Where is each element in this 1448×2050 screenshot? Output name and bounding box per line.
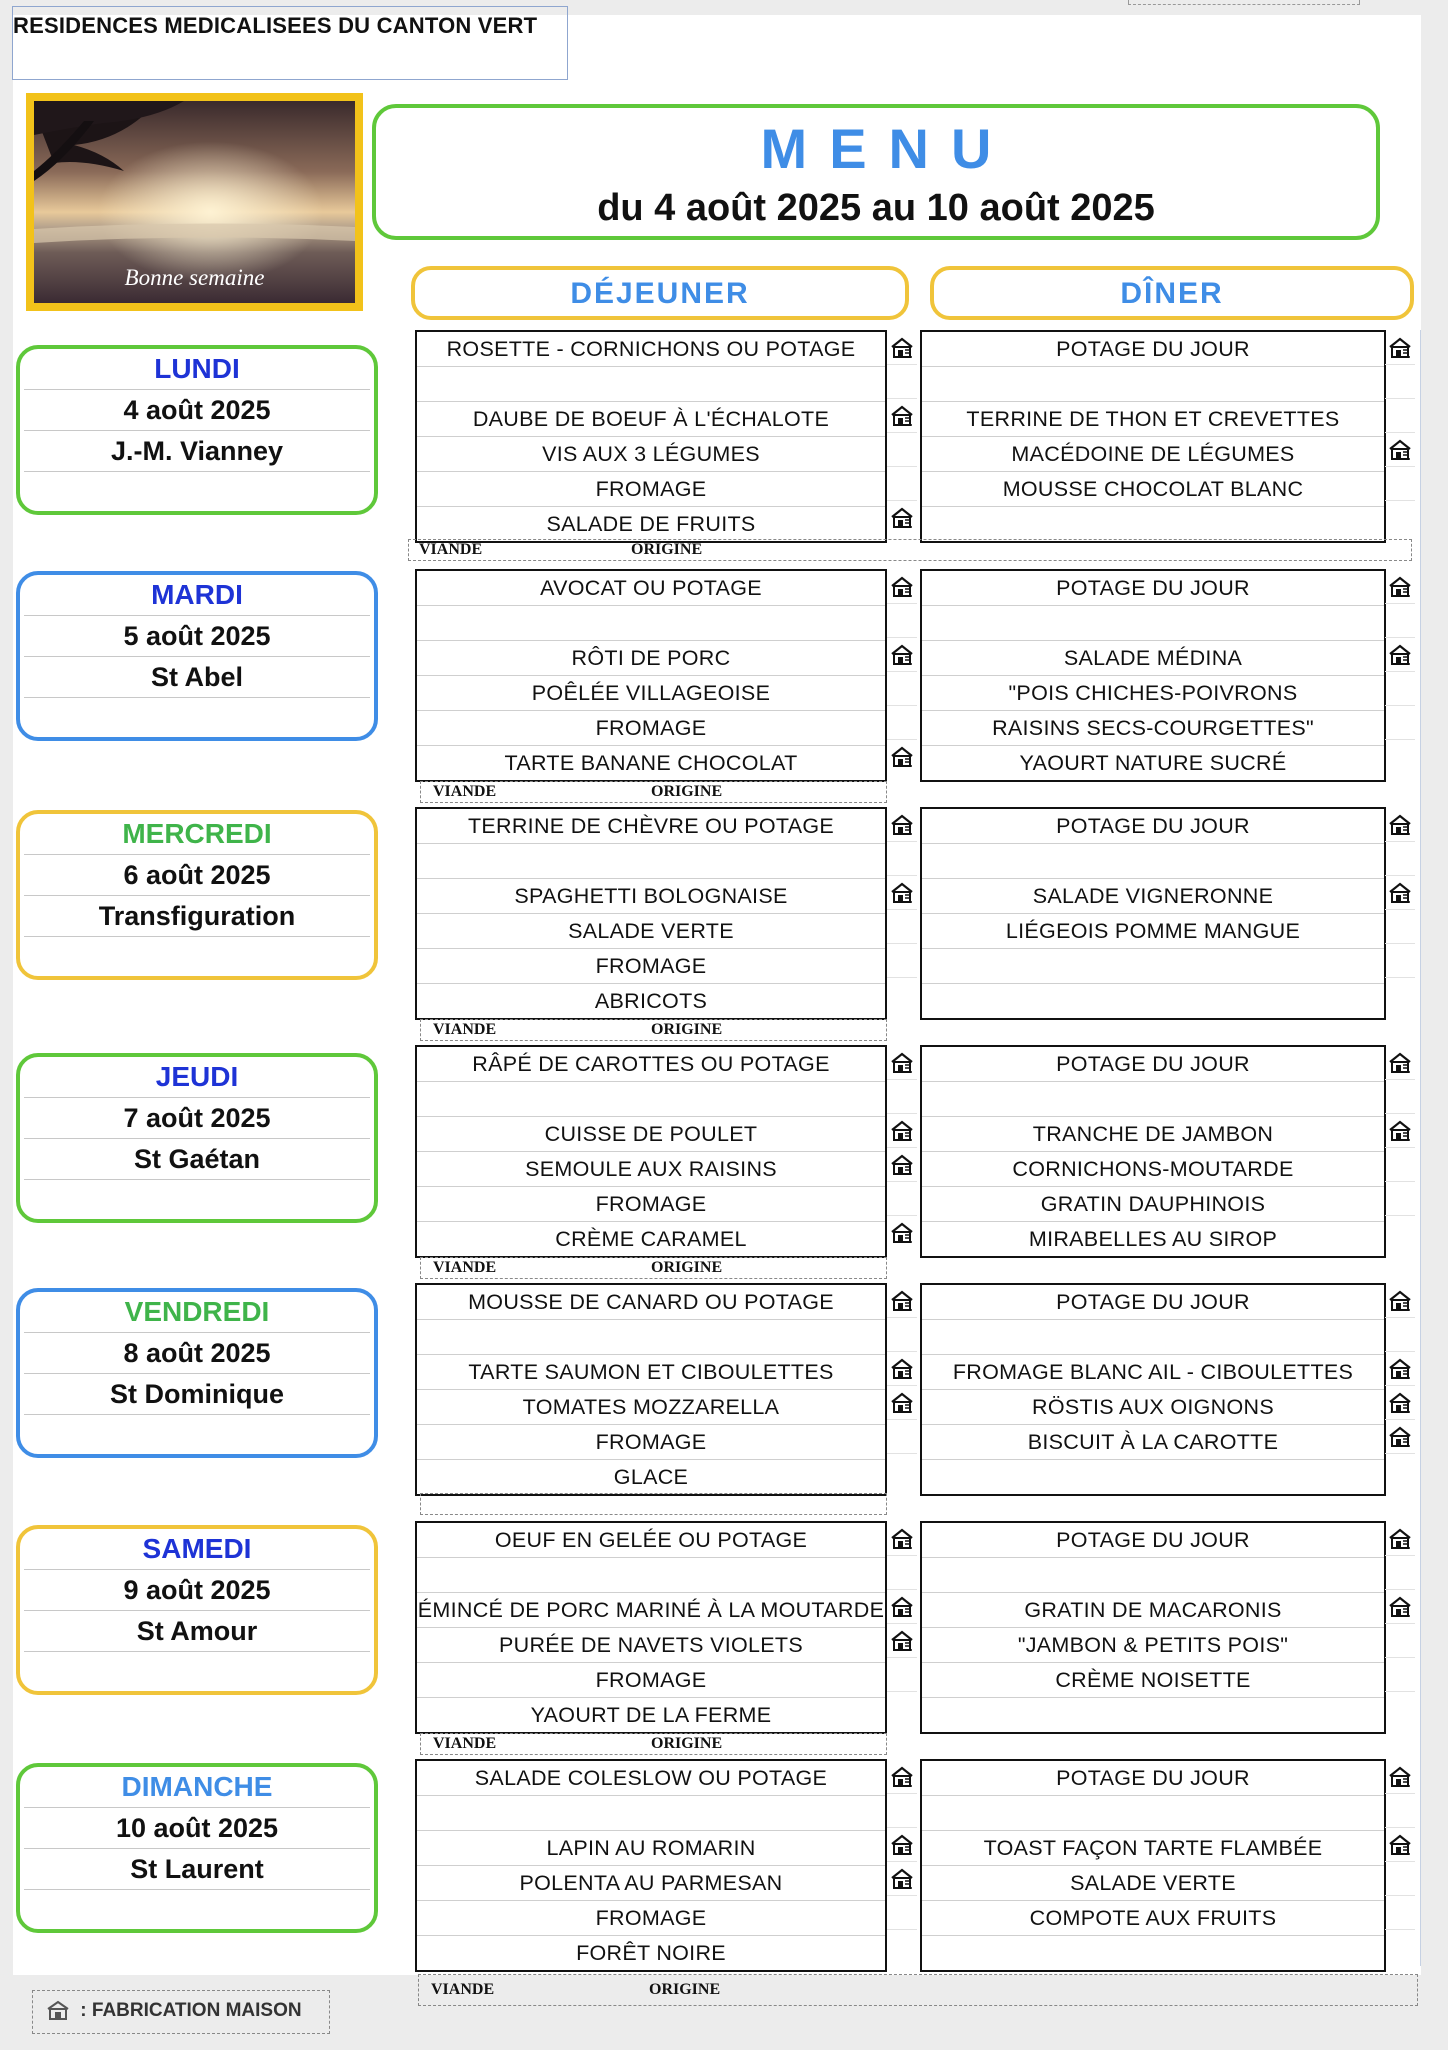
viande-label: VIANDE bbox=[433, 1021, 497, 1038]
dejeuner-icons-column bbox=[887, 331, 917, 535]
homemade-icon bbox=[1385, 1352, 1415, 1386]
homemade-icon bbox=[887, 1760, 917, 1794]
dejeuner-line: RÔTI DE PORC bbox=[417, 641, 885, 676]
menu-title: MENU bbox=[760, 117, 1014, 180]
viande-origine-bar bbox=[420, 1493, 887, 1515]
dejeuner-line: FROMAGE bbox=[417, 1663, 885, 1698]
day-empty-row bbox=[24, 1415, 370, 1455]
diner-line: POTAGE DU JOUR bbox=[922, 1761, 1384, 1796]
dejeuner-line bbox=[417, 367, 885, 402]
menu-title-box bbox=[372, 104, 1380, 240]
homemade-icon bbox=[1385, 1760, 1415, 1794]
diner-line: TERRINE DE THON ET CREVETTES bbox=[922, 402, 1384, 437]
photo-caption: Bonne semaine bbox=[124, 265, 265, 290]
empty-icon-cell bbox=[1385, 501, 1415, 535]
viande-origine-bar bbox=[420, 1257, 887, 1279]
empty-icon-cell bbox=[1385, 672, 1415, 706]
day-empty-row bbox=[24, 1890, 370, 1930]
homemade-icon bbox=[887, 1624, 917, 1658]
dejeuner-line: VIS AUX 3 LÉGUMES bbox=[417, 437, 885, 472]
homemade-icon bbox=[1385, 1420, 1415, 1454]
diner-line: POTAGE DU JOUR bbox=[922, 332, 1384, 367]
diner-table bbox=[920, 1759, 1386, 1972]
homemade-icon bbox=[1385, 1828, 1415, 1862]
dejeuner-table bbox=[415, 569, 887, 782]
empty-icon-cell bbox=[887, 1556, 917, 1590]
dejeuner-line bbox=[417, 844, 885, 879]
diner-table bbox=[920, 1045, 1386, 1258]
origine-label: ORIGINE bbox=[649, 1981, 721, 1998]
homemade-icon bbox=[1385, 876, 1415, 910]
diner-header: DÎNER bbox=[930, 266, 1414, 320]
viande-label: VIANDE bbox=[431, 1981, 495, 1998]
dejeuner-line: PURÉE DE NAVETS VIOLETS bbox=[417, 1628, 885, 1663]
homemade-icon bbox=[1385, 331, 1415, 365]
homemade-icon bbox=[887, 399, 917, 433]
empty-icon-cell bbox=[1385, 1182, 1415, 1216]
day-date: 5 août 2025 bbox=[24, 616, 370, 657]
diner-line: RÖSTIS AUX OIGNONS bbox=[922, 1390, 1384, 1425]
homemade-icon bbox=[887, 331, 917, 365]
day-name: SAMEDI bbox=[24, 1529, 370, 1570]
diner-table bbox=[920, 569, 1386, 782]
diner-line bbox=[922, 844, 1384, 879]
legend bbox=[32, 1990, 330, 2034]
dejeuner-line bbox=[417, 1320, 885, 1355]
empty-icon-cell bbox=[1385, 910, 1415, 944]
diner-line: POTAGE DU JOUR bbox=[922, 1285, 1384, 1320]
empty-icon-cell bbox=[1385, 1658, 1415, 1692]
diner-icons-column bbox=[1385, 1760, 1415, 1964]
diner-line bbox=[922, 1082, 1384, 1117]
day-date: 6 août 2025 bbox=[24, 855, 370, 896]
origine-label: ORIGINE bbox=[651, 1021, 723, 1038]
homemade-icon bbox=[1385, 1386, 1415, 1420]
homemade-icon bbox=[887, 1828, 917, 1862]
day-name: MARDI bbox=[24, 575, 370, 616]
diner-table bbox=[920, 1283, 1386, 1496]
day-saint: Transfiguration bbox=[24, 896, 370, 937]
empty-icon-cell bbox=[887, 1794, 917, 1828]
empty-icon-cell bbox=[1385, 399, 1415, 433]
homemade-icon bbox=[1385, 1114, 1415, 1148]
homemade-icon bbox=[887, 1148, 917, 1182]
grid-line bbox=[1420, 330, 1421, 1966]
empty-icon-cell bbox=[1385, 1896, 1415, 1930]
dejeuner-line: POLENTA AU PARMESAN bbox=[417, 1866, 885, 1901]
dejeuner-line: ROSETTE - CORNICHONS OU POTAGE bbox=[417, 332, 885, 367]
dejeuner-line: SPAGHETTI BOLOGNAISE bbox=[417, 879, 885, 914]
diner-line: MOUSSE CHOCOLAT BLANC bbox=[922, 472, 1384, 507]
dejeuner-line: GLACE bbox=[613, 1465, 689, 1489]
dejeuner-line: MOUSSE DE CANARD OU POTAGE bbox=[417, 1285, 885, 1320]
homemade-icon bbox=[887, 1862, 917, 1896]
homemade-icon bbox=[1385, 808, 1415, 842]
day-saint: St Laurent bbox=[24, 1849, 370, 1890]
diner-line bbox=[922, 984, 1384, 1018]
diner-line bbox=[922, 1558, 1384, 1593]
homemade-icon bbox=[887, 1046, 917, 1080]
day-empty-row bbox=[24, 1652, 370, 1692]
diner-icons-column bbox=[1385, 1046, 1415, 1250]
empty-icon-cell bbox=[887, 1420, 917, 1454]
dejeuner-line: ABRICOTS bbox=[594, 989, 708, 1013]
dejeuner-line: YAOURT DE LA FERME bbox=[530, 1703, 772, 1727]
empty-icon-cell bbox=[887, 604, 917, 638]
dejeuner-line: FROMAGE bbox=[417, 711, 885, 746]
dejeuner-line: TARTE BANANE CHOCOLAT bbox=[504, 751, 798, 775]
viande-label: VIANDE bbox=[433, 1735, 497, 1752]
diner-line bbox=[922, 606, 1384, 641]
empty-icon-cell bbox=[1385, 978, 1415, 1012]
day-date: 9 août 2025 bbox=[24, 1570, 370, 1611]
dejeuner-line: CUISSE DE POULET bbox=[417, 1117, 885, 1152]
dejeuner-line: SALADE DE FRUITS bbox=[546, 512, 756, 536]
day-date: 7 août 2025 bbox=[24, 1098, 370, 1139]
dejeuner-header: DÉJEUNER bbox=[411, 266, 909, 320]
empty-icon-cell bbox=[1385, 365, 1415, 399]
viande-origine-bar bbox=[408, 539, 1412, 561]
empty-icon-cell bbox=[887, 467, 917, 501]
homemade-icon bbox=[887, 1590, 917, 1624]
dejeuner-icons-column bbox=[887, 1284, 917, 1488]
dejeuner-line: ÉMINCÉ DE PORC MARINÉ À LA MOUTARDE bbox=[417, 1593, 885, 1628]
dejeuner-icons-column bbox=[887, 1522, 917, 1726]
diner-line: GRATIN DAUPHINOIS bbox=[922, 1187, 1384, 1222]
homemade-icon bbox=[887, 638, 917, 672]
diner-table bbox=[920, 807, 1386, 1020]
dejeuner-table bbox=[415, 1521, 887, 1734]
dejeuner-line: TARTE SAUMON ET CIBOULETTES bbox=[417, 1355, 885, 1390]
day-empty-row bbox=[24, 472, 370, 512]
dejeuner-line: SEMOULE AUX RAISINS bbox=[417, 1152, 885, 1187]
diner-line: POTAGE DU JOUR bbox=[922, 1523, 1384, 1558]
day-saint: St Dominique bbox=[24, 1374, 370, 1415]
homemade-icon bbox=[887, 876, 917, 910]
empty-icon-cell bbox=[1385, 1148, 1415, 1182]
dejeuner-line: OEUF EN GELÉE OU POTAGE bbox=[417, 1523, 885, 1558]
empty-icon-cell bbox=[887, 365, 917, 399]
viande-origine-bar bbox=[420, 1733, 887, 1755]
dejeuner-table bbox=[415, 1759, 887, 1972]
dejeuner-line: FROMAGE bbox=[417, 472, 885, 507]
day-date: 8 août 2025 bbox=[24, 1333, 370, 1374]
empty-icon-cell bbox=[1385, 1556, 1415, 1590]
diner-line: BISCUIT À LA CAROTTE bbox=[922, 1425, 1384, 1460]
empty-icon-cell bbox=[887, 978, 917, 1012]
diner-line bbox=[922, 507, 1384, 541]
empty-icon-cell bbox=[1385, 1318, 1415, 1352]
diner-line: TRANCHE DE JAMBON bbox=[922, 1117, 1384, 1152]
day-saint: St Amour bbox=[24, 1611, 370, 1652]
empty-icon-cell bbox=[887, 1658, 917, 1692]
dejeuner-icons-column bbox=[887, 570, 917, 774]
day-box-samedi bbox=[16, 1525, 378, 1695]
dejeuner-line: DAUBE DE BOEUF À L'ÉCHALOTE bbox=[417, 402, 885, 437]
homemade-icon bbox=[1385, 1522, 1415, 1556]
dejeuner-line: SALADE COLESLOW OU POTAGE bbox=[417, 1761, 885, 1796]
dejeuner-line: FORÊT NOIRE bbox=[576, 1941, 726, 1965]
empty-icon-cell bbox=[1385, 1930, 1415, 1964]
diner-line: SALADE VERTE bbox=[922, 1866, 1384, 1901]
diner-icons-column bbox=[1385, 1284, 1415, 1488]
day-box-mercredi bbox=[16, 810, 378, 980]
diner-line: "JAMBON & PETITS POIS" bbox=[922, 1628, 1384, 1663]
empty-icon-cell bbox=[887, 1318, 917, 1352]
diner-line: POTAGE DU JOUR bbox=[922, 809, 1384, 844]
empty-icon-cell bbox=[1385, 1080, 1415, 1114]
dejeuner-icons-column bbox=[887, 808, 917, 1012]
diner-line: FROMAGE BLANC AIL - CIBOULETTES bbox=[922, 1355, 1384, 1390]
homemade-icon bbox=[1385, 570, 1415, 604]
diner-icons-column bbox=[1385, 331, 1415, 535]
day-box-mardi bbox=[16, 571, 378, 741]
day-saint: J.-M. Vianney bbox=[24, 431, 370, 472]
homemade-icon bbox=[1385, 1284, 1415, 1318]
dejeuner-line bbox=[417, 1558, 885, 1593]
empty-icon-cell bbox=[1385, 944, 1415, 978]
day-box-vendredi bbox=[16, 1288, 378, 1458]
day-empty-row bbox=[24, 937, 370, 977]
day-date: 4 août 2025 bbox=[24, 390, 370, 431]
diner-line: LIÉGEOIS POMME MANGUE bbox=[922, 914, 1384, 949]
dejeuner-icons-column bbox=[887, 1760, 917, 1964]
day-box-jeudi bbox=[16, 1053, 378, 1223]
empty-icon-cell bbox=[1385, 1454, 1415, 1488]
homemade-icon bbox=[1385, 638, 1415, 672]
diner-line: RAISINS SECS-COURGETTES" bbox=[922, 711, 1384, 746]
homemade-icon bbox=[1385, 1590, 1415, 1624]
diner-line bbox=[922, 1460, 1384, 1494]
diner-table bbox=[920, 1521, 1386, 1734]
dejeuner-line: TOMATES MOZZARELLA bbox=[417, 1390, 885, 1425]
empty-icon-cell bbox=[887, 842, 917, 876]
viande-label: VIANDE bbox=[433, 1259, 497, 1276]
dejeuner-line: FROMAGE bbox=[417, 1425, 885, 1460]
diner-line: MIRABELLES AU SIROP bbox=[1028, 1227, 1278, 1251]
day-empty-row bbox=[24, 698, 370, 738]
viande-origine-bar bbox=[420, 781, 887, 803]
diner-icons-column bbox=[1385, 1522, 1415, 1726]
organization-title: RESIDENCES MEDICALISEES DU CANTON VERT bbox=[12, 6, 568, 80]
homemade-icon bbox=[887, 1352, 917, 1386]
empty-icon-cell bbox=[1385, 1624, 1415, 1658]
homemade-icon bbox=[887, 570, 917, 604]
dejeuner-line: SALADE VERTE bbox=[417, 914, 885, 949]
day-name: DIMANCHE bbox=[24, 1767, 370, 1808]
homemade-icon bbox=[887, 1386, 917, 1420]
homemade-icon bbox=[887, 1284, 917, 1318]
empty-icon-cell bbox=[887, 1930, 917, 1964]
empty-icon-cell bbox=[887, 1080, 917, 1114]
diner-line: COMPOTE AUX FRUITS bbox=[922, 1901, 1384, 1936]
day-saint: St Gaétan bbox=[24, 1139, 370, 1180]
day-name: MERCREDI bbox=[24, 814, 370, 855]
diner-line: YAOURT NATURE SUCRÉ bbox=[1019, 751, 1287, 775]
homemade-icon bbox=[887, 1114, 917, 1148]
viande-origine-bar bbox=[418, 1974, 1418, 2006]
homemade-icon bbox=[1385, 433, 1415, 467]
day-box-dimanche bbox=[16, 1763, 378, 1933]
beach-photo bbox=[26, 93, 363, 311]
diner-icons-column bbox=[1385, 570, 1415, 774]
diner-line bbox=[922, 367, 1384, 402]
viande-origine-bar bbox=[420, 1019, 887, 1041]
diner-table bbox=[920, 330, 1386, 543]
homemade-icon bbox=[887, 740, 917, 774]
homemade-icon bbox=[887, 501, 917, 535]
diner-line bbox=[922, 1320, 1384, 1355]
homemade-icon bbox=[887, 808, 917, 842]
dejeuner-table bbox=[415, 330, 887, 543]
diner-line: "POIS CHICHES-POIVRONS bbox=[922, 676, 1384, 711]
empty-icon-cell bbox=[887, 1896, 917, 1930]
diner-line: GRATIN DE MACARONIS bbox=[922, 1593, 1384, 1628]
empty-icon-cell bbox=[1385, 740, 1415, 774]
menu-dates: du 4 août 2025 au 10 août 2025 bbox=[597, 187, 1155, 229]
diner-line: POTAGE DU JOUR bbox=[922, 1047, 1384, 1082]
diner-line bbox=[922, 1936, 1384, 1970]
day-name: VENDREDI bbox=[24, 1292, 370, 1333]
empty-icon-cell bbox=[1385, 842, 1415, 876]
dejeuner-icons-column bbox=[887, 1046, 917, 1250]
day-box-lundi bbox=[16, 345, 378, 515]
dejeuner-line bbox=[417, 606, 885, 641]
homemade-icon bbox=[887, 1522, 917, 1556]
diner-line bbox=[922, 949, 1384, 984]
origine-label: ORIGINE bbox=[651, 1735, 723, 1752]
empty-icon-cell bbox=[1385, 604, 1415, 638]
viande-label: VIANDE bbox=[433, 783, 497, 800]
diner-line: SALADE MÉDINA bbox=[922, 641, 1384, 676]
empty-icon-cell bbox=[887, 1692, 917, 1726]
dejeuner-line: AVOCAT OU POTAGE bbox=[417, 571, 885, 606]
diner-line: SALADE VIGNERONNE bbox=[922, 879, 1384, 914]
empty-icon-cell bbox=[887, 910, 917, 944]
empty-icon-cell bbox=[887, 433, 917, 467]
diner-line: MACÉDOINE DE LÉGUMES bbox=[922, 437, 1384, 472]
legend-text: : FABRICATION MAISON bbox=[80, 2000, 302, 2021]
diner-line: CORNICHONS-MOUTARDE bbox=[922, 1152, 1384, 1187]
dejeuner-line bbox=[417, 1796, 885, 1831]
homemade-icon bbox=[887, 1216, 917, 1250]
homemade-icon bbox=[45, 2000, 71, 2022]
dejeuner-line: CRÈME CARAMEL bbox=[555, 1227, 747, 1251]
dejeuner-line: POÊLÉE VILLAGEOISE bbox=[417, 676, 885, 711]
dejeuner-line: TERRINE DE CHÈVRE OU POTAGE bbox=[417, 809, 885, 844]
diner-icons-column bbox=[1385, 808, 1415, 1012]
dejeuner-line bbox=[417, 1082, 885, 1117]
dejeuner-table bbox=[415, 1045, 887, 1258]
day-name: LUNDI bbox=[24, 349, 370, 390]
dejeuner-line: RÂPÉ DE CAROTTES OU POTAGE bbox=[417, 1047, 885, 1082]
empty-icon-cell bbox=[887, 706, 917, 740]
empty-icon-cell bbox=[1385, 467, 1415, 501]
empty-icon-cell bbox=[887, 944, 917, 978]
top-dashed-box bbox=[1128, 0, 1360, 5]
origine-label: ORIGINE bbox=[651, 1259, 723, 1276]
dejeuner-line: FROMAGE bbox=[417, 949, 885, 984]
day-name: JEUDI bbox=[24, 1057, 370, 1098]
origine-label: ORIGINE bbox=[651, 783, 723, 800]
dejeuner-line: FROMAGE bbox=[417, 1187, 885, 1222]
empty-icon-cell bbox=[1385, 706, 1415, 740]
dejeuner-table bbox=[415, 807, 887, 1020]
diner-line bbox=[922, 1796, 1384, 1831]
diner-line bbox=[922, 1698, 1384, 1732]
day-saint: St Abel bbox=[24, 657, 370, 698]
empty-icon-cell bbox=[887, 672, 917, 706]
diner-line: TOAST FAÇON TARTE FLAMBÉE bbox=[922, 1831, 1384, 1866]
empty-icon-cell bbox=[1385, 1216, 1415, 1250]
dejeuner-line: LAPIN AU ROMARIN bbox=[417, 1831, 885, 1866]
day-date: 10 août 2025 bbox=[24, 1808, 370, 1849]
empty-icon-cell bbox=[887, 1454, 917, 1488]
dejeuner-line: FROMAGE bbox=[417, 1901, 885, 1936]
viande-label: VIANDE bbox=[419, 541, 483, 558]
day-empty-row bbox=[24, 1180, 370, 1220]
homemade-icon bbox=[1385, 1046, 1415, 1080]
empty-icon-cell bbox=[1385, 1862, 1415, 1896]
empty-icon-cell bbox=[1385, 1692, 1415, 1726]
empty-icon-cell bbox=[1385, 1794, 1415, 1828]
dejeuner-table bbox=[415, 1283, 887, 1496]
empty-icon-cell bbox=[887, 1182, 917, 1216]
diner-line: POTAGE DU JOUR bbox=[922, 571, 1384, 606]
diner-line: CRÈME NOISETTE bbox=[922, 1663, 1384, 1698]
origine-label: ORIGINE bbox=[631, 541, 703, 558]
